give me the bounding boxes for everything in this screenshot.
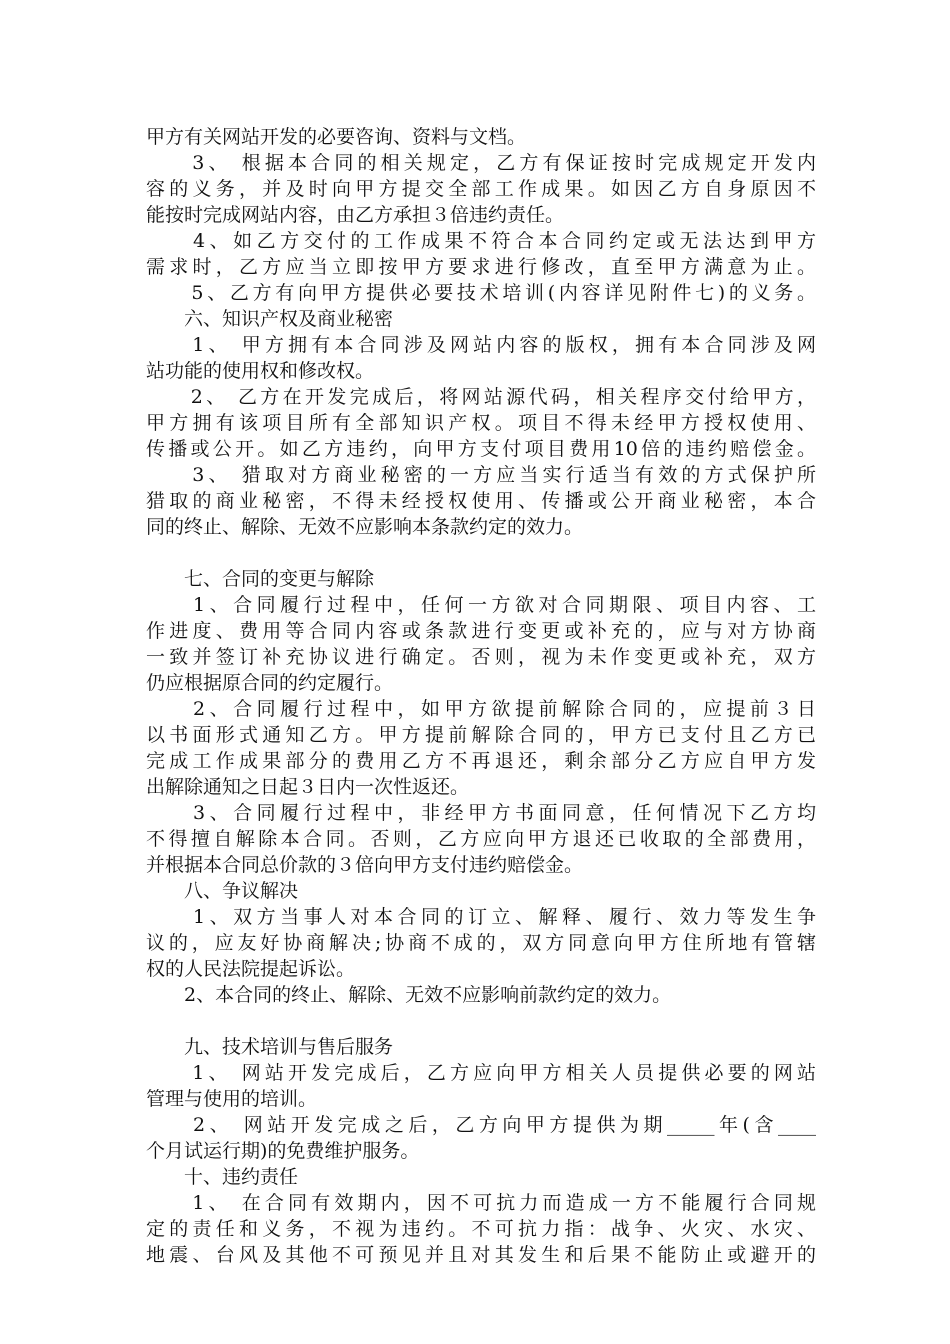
text-line: 以书面形式通知乙方。甲方提前解除合同的，甲方已支付且乙方已 (146, 724, 816, 746)
text-line: 容的义务，并及时向甲方提交全部工作成果。如因乙方自身原因不 (146, 178, 816, 200)
section-heading: 九、技术培训与售后服务 (146, 1036, 394, 1058)
text-line: 能按时完成网站内容，由乙方承担３倍违约责任。 (146, 204, 565, 226)
text-line: 1、双方当事人对本合同的订立、解释、履行、效力等发生争 (146, 906, 816, 928)
text-line: 4、如乙方交付的工作成果不符合本合同约定或无法达到甲方 (146, 230, 816, 252)
text-line: 并根据本合同总价款的３倍向甲方支付违约赔偿金。 (146, 854, 584, 876)
text-line: 3、 猎取对方商业秘密的一方应当实行适当有效的方式保护所 (146, 464, 816, 486)
blank-line (146, 540, 816, 566)
text-line: 需求时，乙方应当立即按甲方要求进行修改，直至甲方满意为止。 (146, 256, 816, 278)
text-line: 仍应根据原合同的约定履行。 (146, 672, 394, 694)
text-line: 甲方拥有该项目所有全部知识产权。项目不得未经甲方授权使用、 (146, 412, 816, 434)
text-line: 2、合同履行过程中，如甲方欲提前解除合同的，应提前３日 (146, 698, 816, 720)
text-line: 不得擅自解除本合同。否则，乙方应向甲方退还已收取的全部费用， (146, 828, 816, 850)
text-line: 作进度、费用等合同内容或条款进行变更或补充的，应与对方协商 (146, 620, 816, 642)
text-line: 5、乙方有向甲方提供必要技术培训(内容详见附件七)的义务。 (146, 282, 816, 304)
section-heading: 七、合同的变更与解除 (146, 568, 375, 590)
text-line: 3、合同履行过程中，非经甲方书面同意，任何情况下乙方均 (146, 802, 816, 824)
text-line: 一致并签订补充协议进行确定。否则，视为未作变更或补充，双方 (146, 646, 816, 668)
text-line: 2、 乙方在开发完成后，将网站源代码，相关程序交付给甲方， (146, 386, 816, 408)
text-line: 站功能的使用权和修改权。 (146, 360, 375, 382)
text-line: 完成工作成果部分的费用乙方不再退还，剩余部分乙方应自甲方发 (146, 750, 816, 772)
text-line: 定的责任和义务，不视为违约。不可抗力指：战争、火灾、水灾、 (146, 1218, 816, 1240)
text-line: 个月试运行期)的免费维护服务。 (146, 1140, 420, 1162)
text-line: 1、 甲方拥有本合同涉及网站内容的版权，拥有本合同涉及网 (146, 334, 816, 356)
text-line: 2、 网站开发完成之后，乙方向甲方提供为期_____年(含____ (146, 1114, 816, 1136)
text-line: 1、 网站开发完成后，乙方应向甲方相关人员提供必要的网站 (146, 1062, 816, 1084)
section-heading: 八、争议解决 (146, 880, 299, 902)
text-line: 议的，应友好协商解决;协商不成的，双方同意向甲方住所地有管辖 (146, 932, 816, 954)
text-line: 权的人民法院提起诉讼。 (146, 958, 356, 980)
section-heading: 六、知识产权及商业秘密 (146, 308, 394, 330)
text-line: 传播或公开。如乙方违约，向甲方支付项目费用10倍的违约赔偿金。 (146, 438, 816, 460)
text-line: 甲方有关网站开发的必要咨询、资料与文档。 (146, 126, 527, 148)
text-line: 同的终止、解除、无效不应影响本条款约定的效力。 (146, 516, 584, 538)
section-heading: 十、违约责任 (146, 1166, 299, 1188)
text-line: 猎取的商业秘密，不得未经授权使用、传播或公开商业秘密，本合 (146, 490, 816, 512)
text-line: 1、 在合同有效期内，因不可抗力而造成一方不能履行合同规 (146, 1192, 816, 1214)
text-line: 1、合同履行过程中，任何一方欲对合同期限、项目内容、工 (146, 594, 816, 616)
text-line: 管理与使用的培训。 (146, 1088, 318, 1110)
text-line: 3、 根据本合同的相关规定，乙方有保证按时完成规定开发内 (146, 152, 816, 174)
text-line: 2、本合同的终止、解除、无效不应影响前款约定的效力。 (146, 984, 672, 1006)
blank-line (146, 1008, 816, 1034)
text-line: 出解除通知之日起３日内一次性返还。 (146, 776, 470, 798)
text-line: 地震、台风及其他不可预见并且对其发生和后果不能防止或避开的 (146, 1244, 816, 1266)
